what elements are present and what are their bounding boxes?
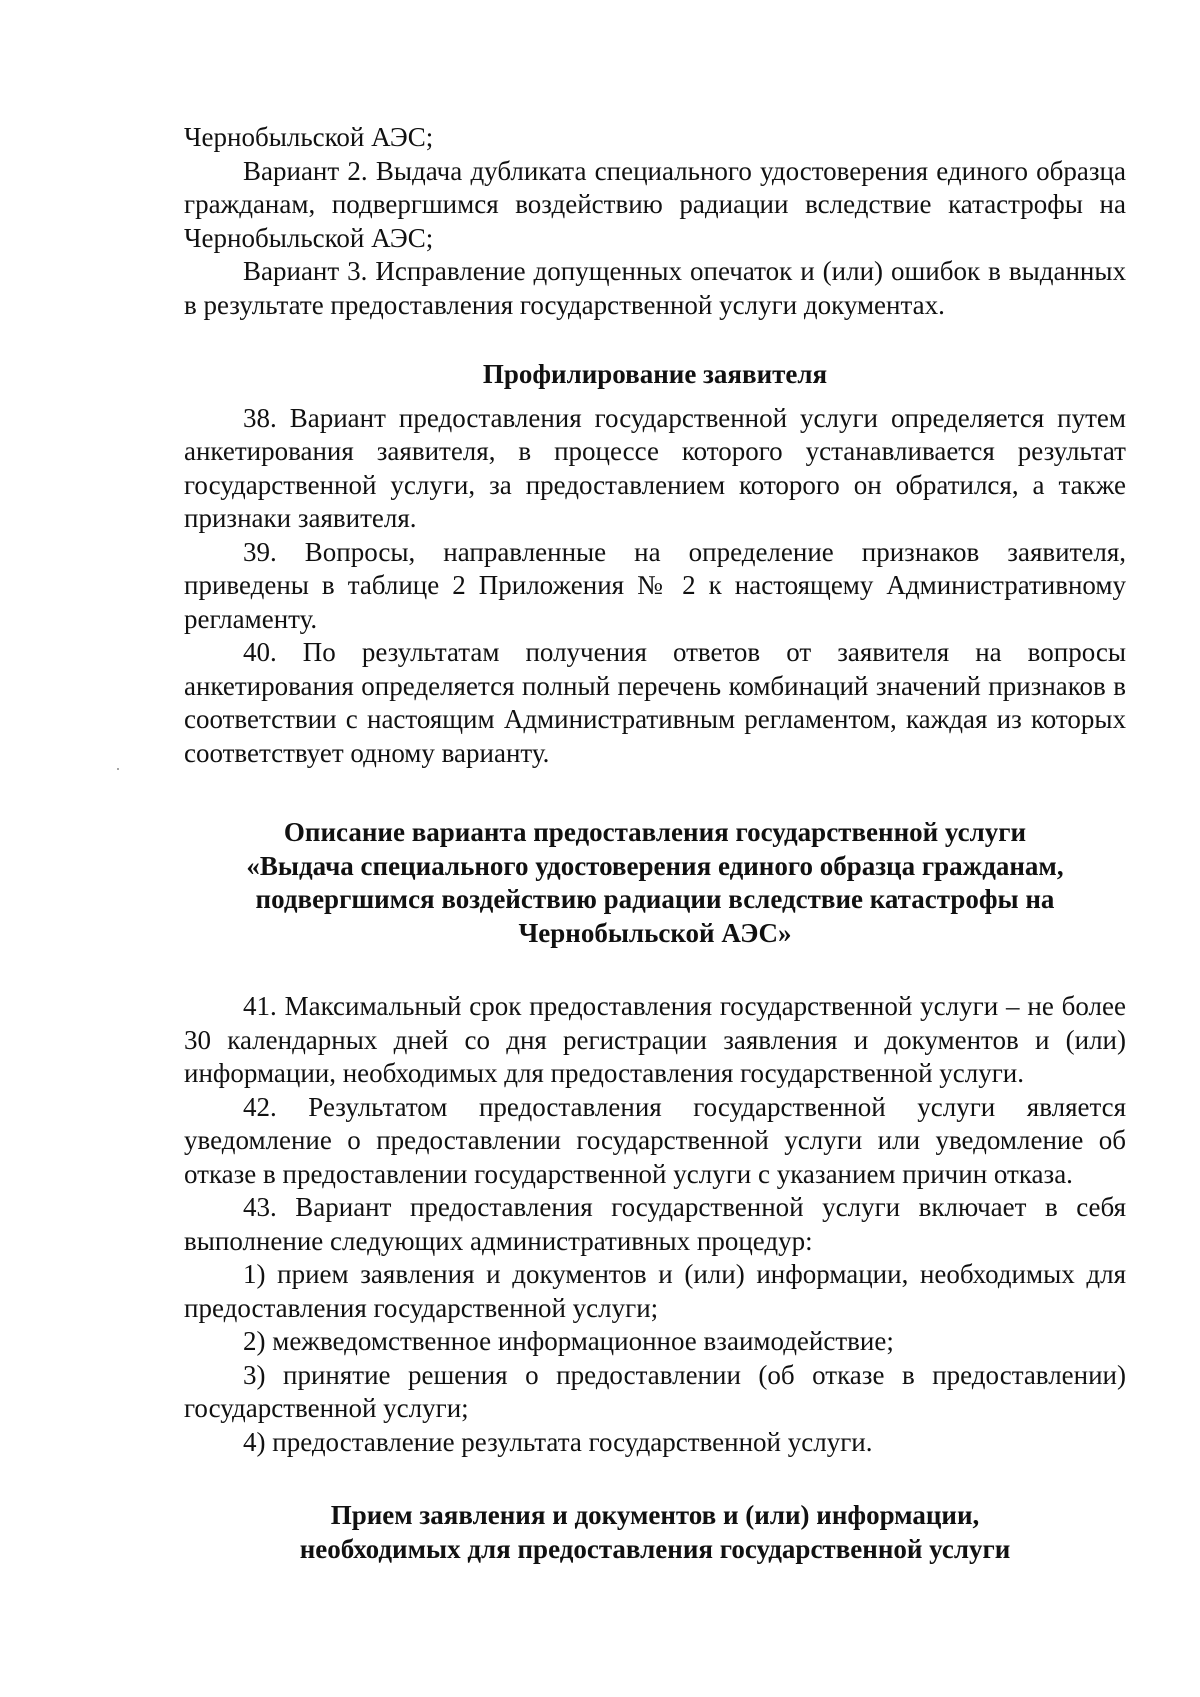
list-item-procedure-2: 2) межведомственное информационное взаимодействие;	[243, 1326, 894, 1356]
list-item-procedure-1: 1) прием заявления и документов и (или) информации, необходимых для предоставления государственной услуги;	[184, 1259, 1126, 1323]
paragraph-39: 39. Вопросы, направленные на определение признаков заявителя, приведены в таблице 2 Приложения № 2 к настоящему Административному регламенту.	[184, 536, 1126, 634]
list-item-procedure-3: 3) принятие решения о предоставлении (об отказе в предоставлении) государственной услуги;	[184, 1359, 1126, 1423]
scan-speck	[117, 768, 119, 770]
heading-line: «Выдача специального удостоверения единого образца гражданам,	[246, 850, 1064, 881]
paragraph-42: 42. Результатом предоставления государственной услуги является уведомление о предоставлении государственной услуги или уведомление об отказе в предоставлении государственной услуги с указанием причин отказа.	[184, 1091, 1126, 1189]
section-heading-reception	[184, 1499, 1126, 1566]
heading-line: Чернобыльской АЭС»	[518, 917, 792, 948]
list-item-procedure-4: 4) предоставление результата государственной услуги.	[243, 1426, 873, 1457]
paragraph-41: 41. Максимальный срок предоставления государственной услуги – не более 30 календарных дней со дня регистрации заявления и документов и (или) информации, необходимых для предоставления государственной услуги.	[184, 991, 1126, 1088]
document-body	[184, 121, 1126, 1566]
paragraph: Чернобыльской АЭС;	[184, 122, 434, 152]
paragraph-43: 43. Вариант предоставления государственной услуги включает в себя выполнение следующих административных процедур:	[184, 1192, 1126, 1256]
heading-line: подвергшимся воздействию радиации вследствие катастрофы на	[255, 884, 1055, 914]
section-heading-profiling: Профилирование заявителя	[482, 359, 828, 389]
paragraph-variant-2: Вариант 2. Выдача дубликата специального удостоверения единого образца гражданам, подвергшимся воздействию радиации вследствие катастрофы на Чернобыльской АЭС;	[184, 155, 1126, 253]
heading-line: Прием заявления и документов и (или) информации,	[330, 1500, 980, 1530]
heading-line: Описание варианта предоставления государственной услуги	[283, 817, 1027, 847]
paragraph-40: 40. По результатам получения ответов от заявителя на вопросы анкетирования определяется полный перечень комбинаций значений признаков в соответствии с настоящим Административным регламентом, каждая из которых соответствует одному варианту.	[184, 637, 1126, 768]
paragraph-variant-3: Вариант 3. Исправление допущенных опечаток и (или) ошибок в выданных в результате предоставления государственной услуги документах.	[184, 256, 1126, 320]
paragraph-38: 38. Вариант предоставления государственной услуги определяется путем анкетирования заявителя, в процессе которого устанавливается результат государственной услуги, за предоставлением которого он обратился, а также признаки заявителя.	[184, 402, 1126, 533]
section-heading-variant-description	[184, 816, 1126, 950]
heading-line: необходимых для предоставления государственной услуги	[299, 1533, 1011, 1564]
